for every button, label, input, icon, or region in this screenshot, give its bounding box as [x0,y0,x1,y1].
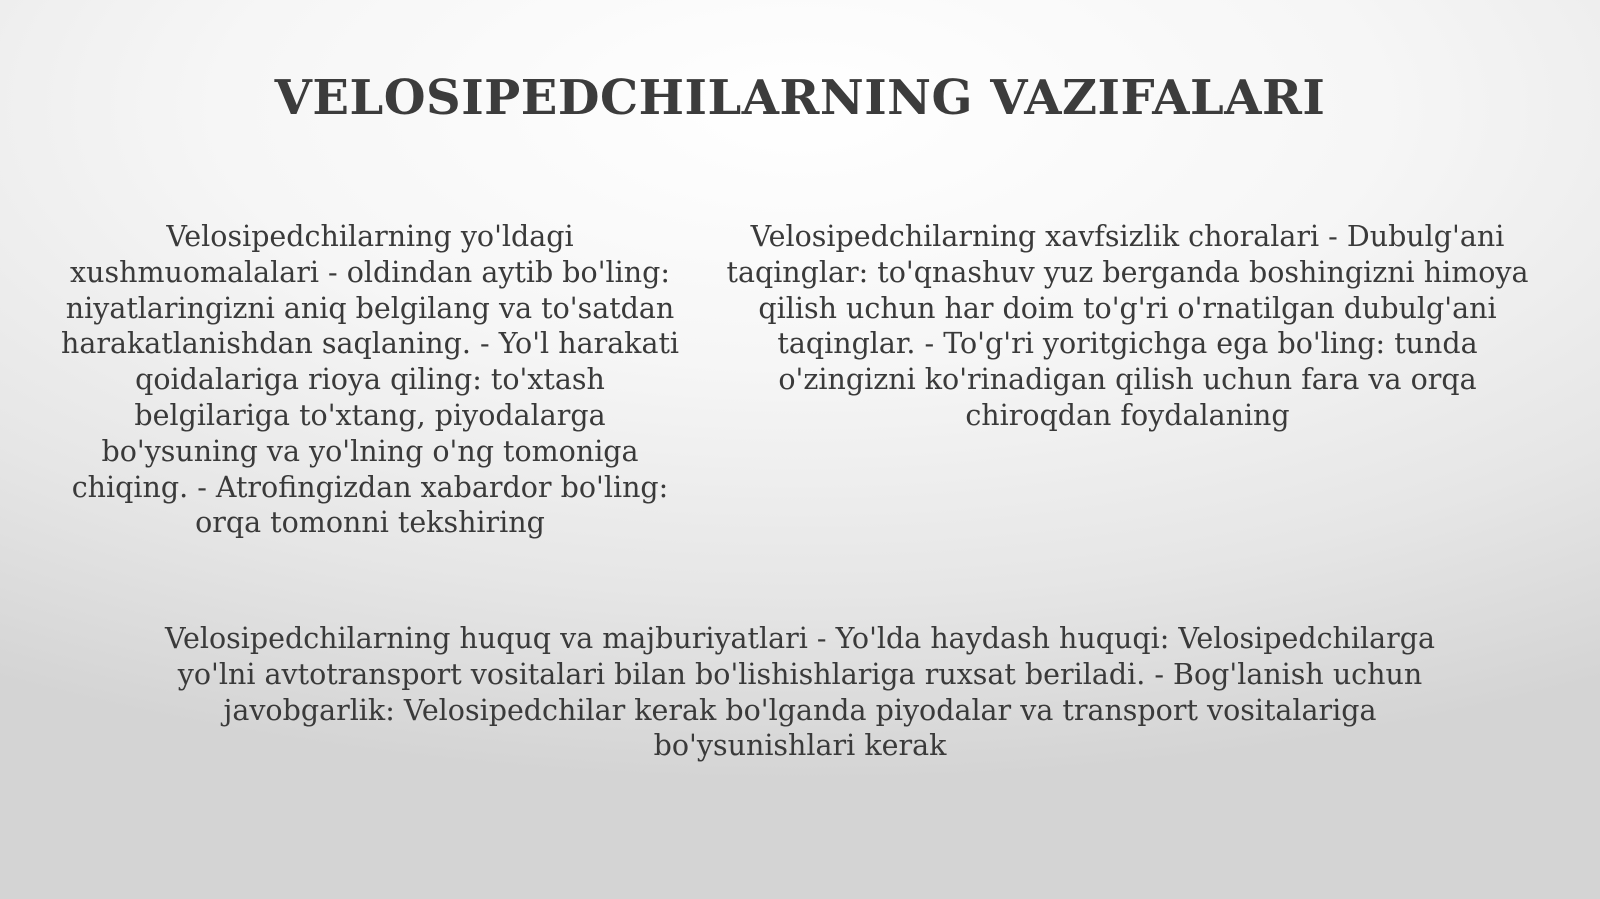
text-block-courtesy: Velosipedchilarning yo'ldagi xushmuomalalari - oldindan aytib bo'ling: niyatlaringizni aniq belgilang va to'satdan harakatlanishdan saqlaning. - Yo'l harakati qoidalariga rioya qiling: to'xtash belgilariga to'xtang, piyodalarga bo'ysuning va yo'lning o'ng tomoniga chiqing. - Atrofingizdan xabardor bo'ling: orqa tomonni tekshiring [60,220,680,540]
slide-title: VELOSIPEDCHILARNING VAZIFALARI [274,70,1326,126]
text-block-safety: Velosipedchilarning xavfsizlik choralari - Dubulg'ani taqinglar: to'qnashuv yuz berganda boshingizni himoya qilish uchun har doim to'g'ri o'rnatilgan dubulg'ani taqinglar. - To'g'ri yoritgichga ega bo'ling: tunda o'zingizni ko'rinadigan qilish uchun fara va orqa chiroqdan foydalaning [726,220,1529,432]
text-block-rights: Velosipedchilarning huquq va majburiyatlari - Yo'lda haydash huquqi: Velosipedchilarga yo'lni avtotransport vositalari bilan bo'lishishlariga ruxsat beriladi. - Bog'lanish uchun javobgarlik: Velosipedchilar kerak bo'lganda piyodalar va transport vositalariga bo'ysunishlari kerak [165,622,1435,763]
